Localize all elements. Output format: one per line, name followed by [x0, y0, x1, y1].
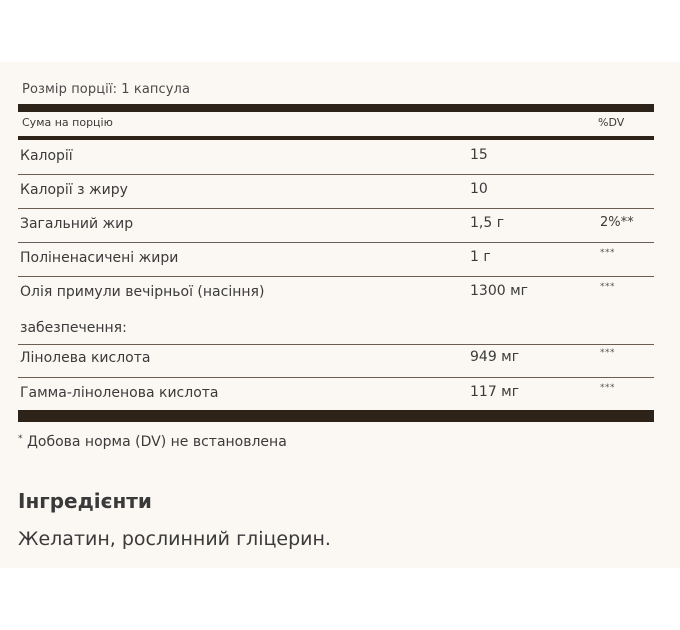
nutrient-dv: ***: [600, 248, 615, 258]
nutrient-name: Загальний жир: [20, 216, 134, 232]
row-divider: [18, 174, 654, 175]
nutrient-amount: 15: [470, 147, 488, 163]
nutrient-dv: ***: [600, 348, 615, 358]
serving-size: Розмір порції: 1 капсула: [22, 82, 191, 97]
row-divider: [18, 377, 654, 378]
row-divider: [18, 276, 654, 277]
row-divider: [18, 344, 654, 345]
nutrient-name: Олія примули вечірньої (насіння): [20, 284, 265, 300]
ingredients-text: Желатин, рослинний гліцерин.: [18, 528, 331, 550]
row-divider: [18, 208, 654, 209]
footnote-marker: *: [18, 434, 23, 444]
medium-divider: [18, 136, 654, 140]
nutrient-amount: 1300 мг: [470, 283, 528, 299]
nutrient-name: забезпечення:: [20, 320, 127, 336]
nutrient-amount: 10: [470, 181, 488, 197]
row-divider: [18, 242, 654, 243]
nutrient-dv: ***: [600, 383, 615, 393]
nutrient-dv: 2%**: [600, 215, 634, 230]
nutrient-amount: 117 мг: [470, 384, 520, 400]
thick-divider-top: [18, 104, 654, 112]
dv-footnote: [18, 434, 287, 450]
amount-per-serving-header: Сума на порцію: [22, 116, 113, 129]
thick-divider-bottom: [18, 410, 654, 422]
nutrient-dv: ***: [600, 282, 615, 292]
ingredients-title: Інгредієнти: [18, 489, 152, 513]
nutrient-name: Калорії з жиру: [20, 182, 128, 198]
nutrient-name: Поліненасичені жири: [20, 250, 179, 266]
nutrient-amount: 949 мг: [470, 349, 520, 365]
footnote-text: Добова норма (DV) не встановлена: [26, 434, 287, 450]
dv-header: %DV: [598, 116, 625, 129]
nutrient-name: Гамма-ліноленова кислота: [20, 385, 219, 401]
nutrient-name: Калорії: [20, 148, 73, 164]
nutrient-name: Лінолева кислота: [20, 350, 151, 366]
nutrient-amount: 1 г: [470, 249, 491, 265]
nutrient-amount: 1,5 г: [470, 215, 505, 231]
